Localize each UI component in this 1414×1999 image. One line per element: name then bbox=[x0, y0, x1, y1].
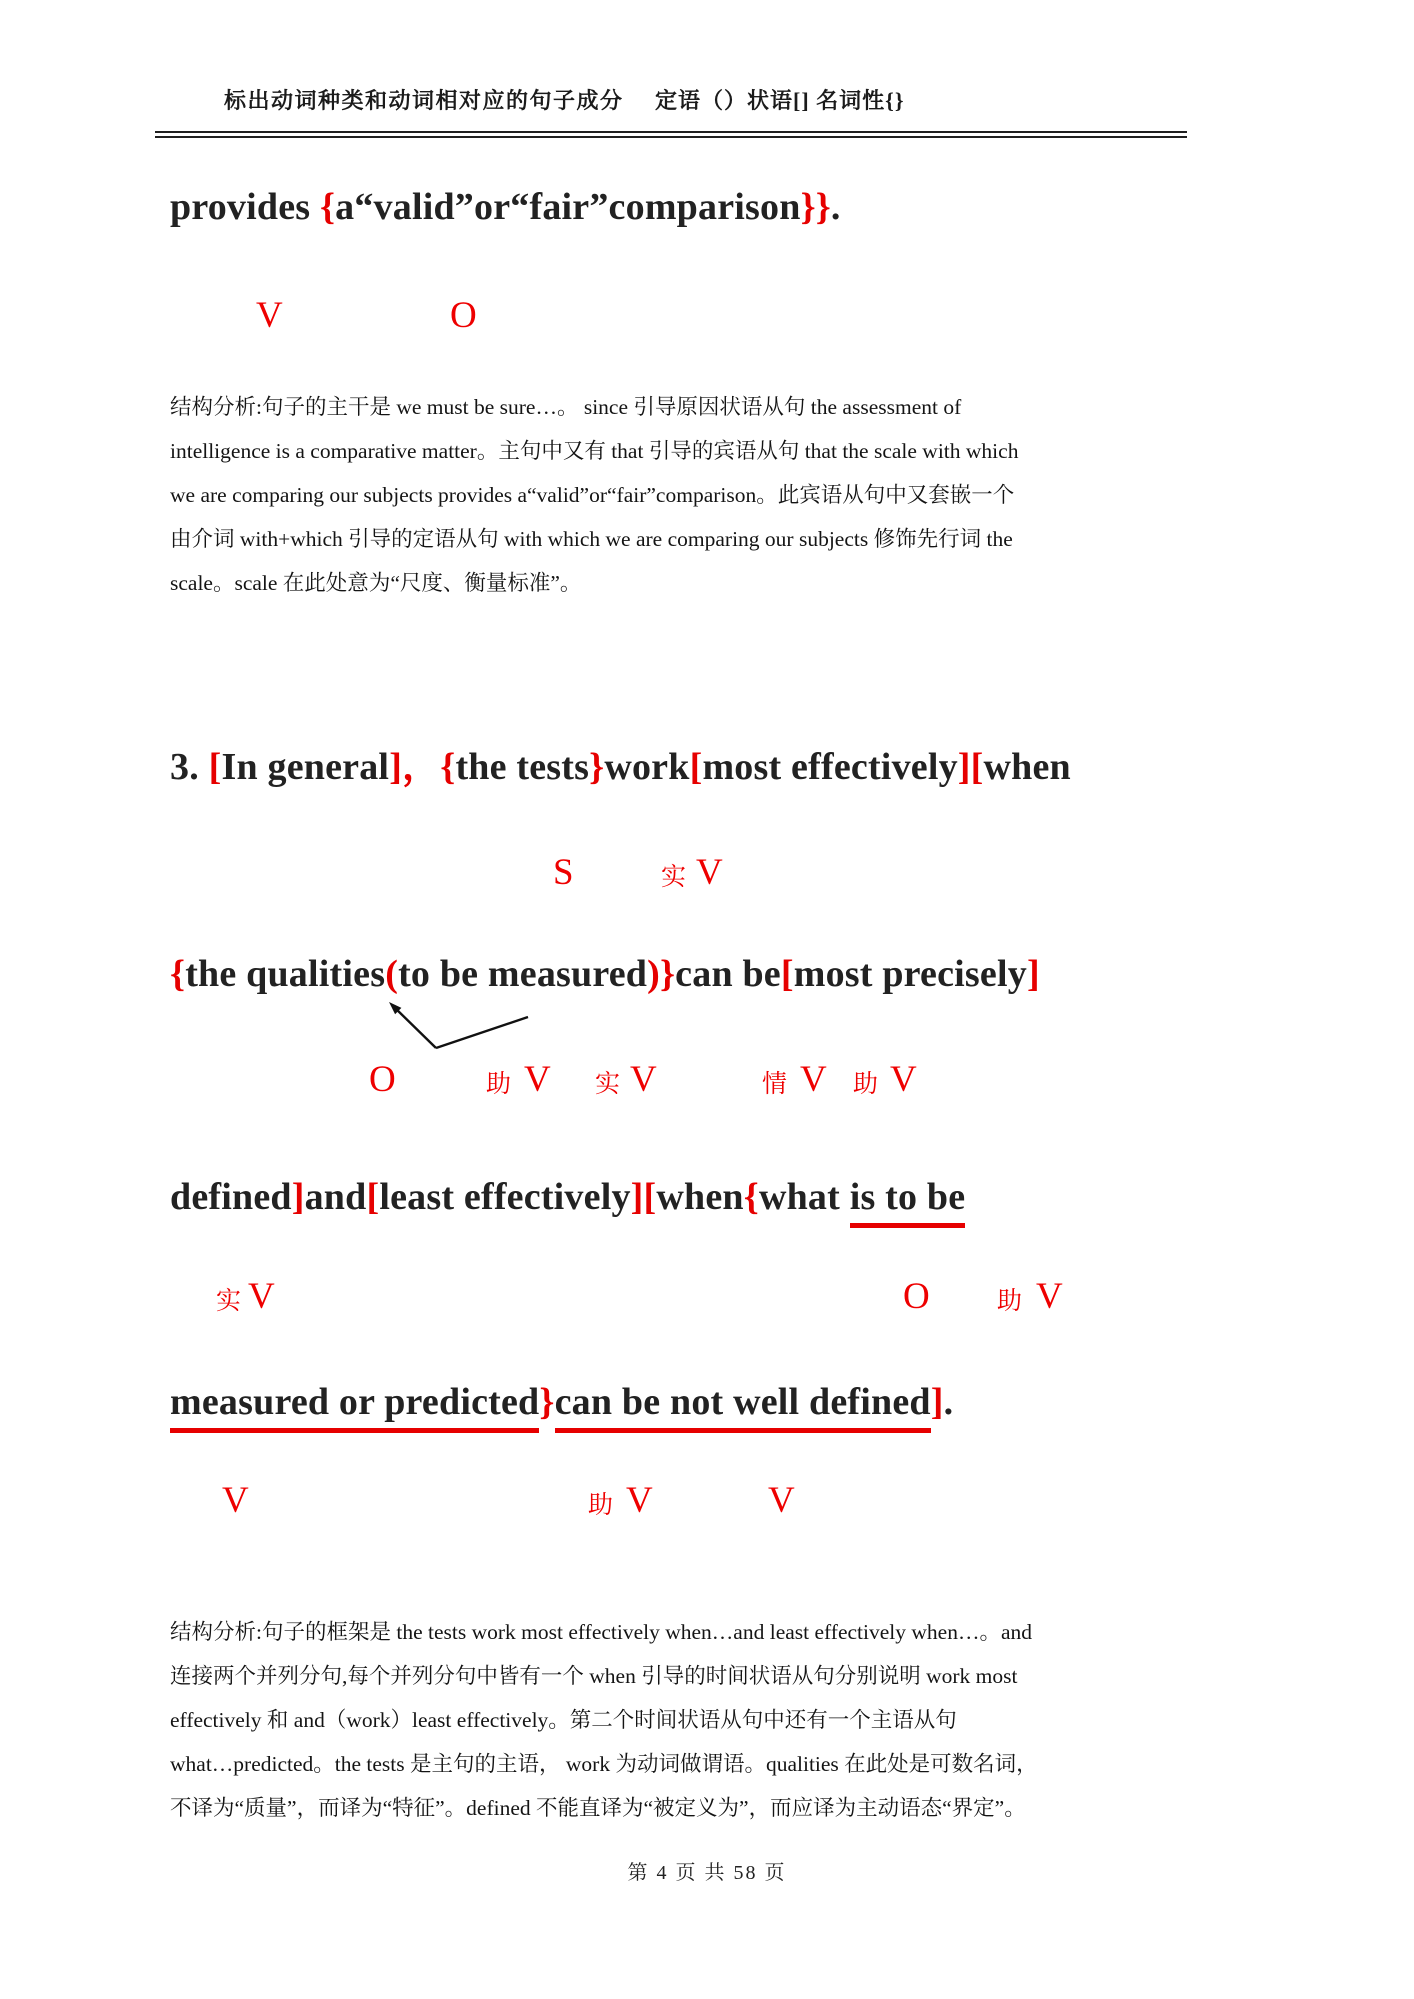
grammar-marker: O bbox=[369, 1059, 396, 1100]
sentence-segment: )} bbox=[647, 953, 676, 995]
grammar-marker: S bbox=[553, 852, 574, 893]
sentence-segment: { bbox=[440, 746, 456, 788]
grammar-marker: 助 bbox=[997, 1288, 1023, 1315]
grammar-marker: V bbox=[768, 1480, 795, 1521]
grammar-marker: V bbox=[248, 1276, 275, 1317]
grammar-marker: 助 bbox=[853, 1071, 879, 1098]
sentence3-markers-row4 bbox=[0, 1481, 1414, 1533]
sentence-segment: what bbox=[758, 1176, 850, 1218]
analysis-line: 连接两个并列分句,每个并列分句中皆有一个 when 引导的时间状语从句分别说明 work most bbox=[170, 1664, 1018, 1688]
sentence-segment: . bbox=[830, 186, 841, 228]
sentence-segment: when bbox=[656, 1176, 744, 1218]
grammar-marker: V bbox=[696, 852, 723, 893]
header-rule bbox=[155, 131, 1187, 138]
sentence-segment: { bbox=[743, 1176, 759, 1218]
sentence-segment: ] bbox=[389, 746, 403, 788]
sentence-segment: [ bbox=[366, 1176, 380, 1218]
sentence-segment: In general bbox=[221, 746, 390, 788]
sentence-segment: ( bbox=[385, 953, 399, 995]
sentence-segment: most effectively bbox=[702, 746, 958, 788]
sentence-segment: [ bbox=[689, 746, 703, 788]
sentence-segment: a“valid”or“fair”comparison bbox=[335, 186, 801, 228]
sentence-segment: is to be bbox=[850, 1176, 966, 1228]
grammar-marker: O bbox=[450, 295, 477, 336]
grammar-marker: V bbox=[222, 1480, 249, 1521]
grammar-marker: V bbox=[524, 1059, 551, 1100]
sentence-segment: { bbox=[170, 953, 186, 995]
analysis-line: effectively 和 and（work）least effectively。第二个时间状语从句中还有一个主语从句 bbox=[170, 1708, 957, 1732]
analysis-line: scale。scale 在此处意为“尺度、衡量标准”。 bbox=[170, 571, 582, 595]
sentence3-markers-row3 bbox=[0, 1277, 1414, 1329]
sentence-segment: the qualities bbox=[185, 953, 386, 995]
sentence-segment: ] bbox=[291, 1176, 305, 1218]
sentence3-markers-row1 bbox=[0, 853, 1414, 905]
sentence-segment: } bbox=[589, 746, 605, 788]
analysis-line: 结构分析:句子的框架是 the tests work most effectively when…and least effectively when…。and bbox=[170, 1620, 1033, 1644]
sentence-segment: measured or predicted bbox=[170, 1381, 539, 1433]
grammar-marker: 助 bbox=[486, 1071, 512, 1098]
sentence-segment: . bbox=[943, 1381, 954, 1423]
sentence-segment: 3. bbox=[170, 746, 209, 788]
sentence2-line bbox=[170, 185, 841, 229]
analysis-line: 不译为“质量”，而译为“特征”。defined 不能直译为“被定义为”，而应译为主动语态“界定”。 bbox=[170, 1796, 1026, 1820]
sentence-segment: ][ bbox=[630, 1176, 657, 1218]
header-title: 标出动词种类和动词相对应的句子成分 bbox=[224, 88, 624, 113]
sentence-segment: [ bbox=[208, 746, 222, 788]
sentence-segment: to be measured bbox=[398, 953, 648, 995]
sentence-segment: ] bbox=[1026, 953, 1040, 995]
sentence-segment: work bbox=[604, 746, 690, 788]
sentence-segment: }} bbox=[800, 186, 831, 228]
annotation-arrow bbox=[378, 993, 548, 1055]
grammar-marker: V bbox=[256, 295, 283, 336]
sentence-segment: provides bbox=[170, 186, 320, 228]
sentence3-analysis bbox=[170, 1610, 1210, 1830]
sentence3-markers-row2 bbox=[0, 1060, 1414, 1112]
analysis-line: we are comparing our subjects provides a“valid”or“fair”comparison。此宾语从句中又套嵌一个 bbox=[170, 483, 1015, 507]
sentence-segment: can be bbox=[675, 953, 781, 995]
analysis-line: what…predicted。the tests 是主句的主语， work 为动词做谓语。qualities 在此处是可数名词， bbox=[170, 1752, 1038, 1776]
grammar-marker: 实 bbox=[661, 864, 687, 891]
grammar-marker: V bbox=[626, 1480, 653, 1521]
sentence-segment: least effectively bbox=[379, 1176, 631, 1218]
sentence2-analysis bbox=[170, 385, 1210, 605]
sentence-segment: the tests bbox=[455, 746, 590, 788]
sentence3-line4 bbox=[170, 1380, 953, 1424]
sentence-segment: when bbox=[983, 746, 1071, 788]
grammar-marker: O bbox=[903, 1276, 930, 1317]
grammar-marker: 情 bbox=[762, 1071, 788, 1098]
analysis-line: intelligence is a comparative matter。主句中又有 that 引导的宾语从句 that the scale with which bbox=[170, 439, 1019, 463]
sentence-segment: and bbox=[304, 1176, 367, 1218]
grammar-marker: 助 bbox=[588, 1492, 614, 1519]
sentence-segment: ][ bbox=[957, 746, 984, 788]
grammar-marker: V bbox=[800, 1059, 827, 1100]
grammar-marker: V bbox=[1036, 1276, 1063, 1317]
sentence-segment: } bbox=[539, 1381, 555, 1423]
header-legend: 定语（）状语[] 名词性{} bbox=[655, 88, 905, 113]
grammar-marker: V bbox=[890, 1059, 917, 1100]
page-number: 第 4 页 共 58 页 bbox=[627, 1862, 787, 1884]
sentence-segment: { bbox=[319, 186, 336, 228]
analysis-line: 由介词 with+which 引导的定语从句 with which we are comparing our subjects 修饰先行词 the bbox=[170, 527, 1013, 551]
grammar-marker: 实 bbox=[595, 1071, 621, 1098]
sentence-segment: defined bbox=[170, 1176, 292, 1218]
sentence-segment: can be not well defined bbox=[555, 1381, 931, 1433]
sentence-segment: ， bbox=[402, 746, 441, 788]
grammar-marker: 实 bbox=[216, 1288, 242, 1315]
sentence-segment: most precisely bbox=[793, 953, 1027, 995]
sentence3-line1 bbox=[170, 735, 1071, 790]
sentence-segment: [ bbox=[780, 953, 794, 995]
sentence3-line2 bbox=[170, 952, 1040, 996]
grammar-marker: V bbox=[630, 1059, 657, 1100]
sentence2-grammar-markers bbox=[0, 296, 1414, 348]
sentence3-line3 bbox=[170, 1175, 965, 1219]
sentence-segment: ] bbox=[930, 1381, 944, 1423]
analysis-line: 结构分析:句子的主干是 we must be sure…。 since 引导原因状语从句 the assessment of bbox=[170, 395, 962, 419]
